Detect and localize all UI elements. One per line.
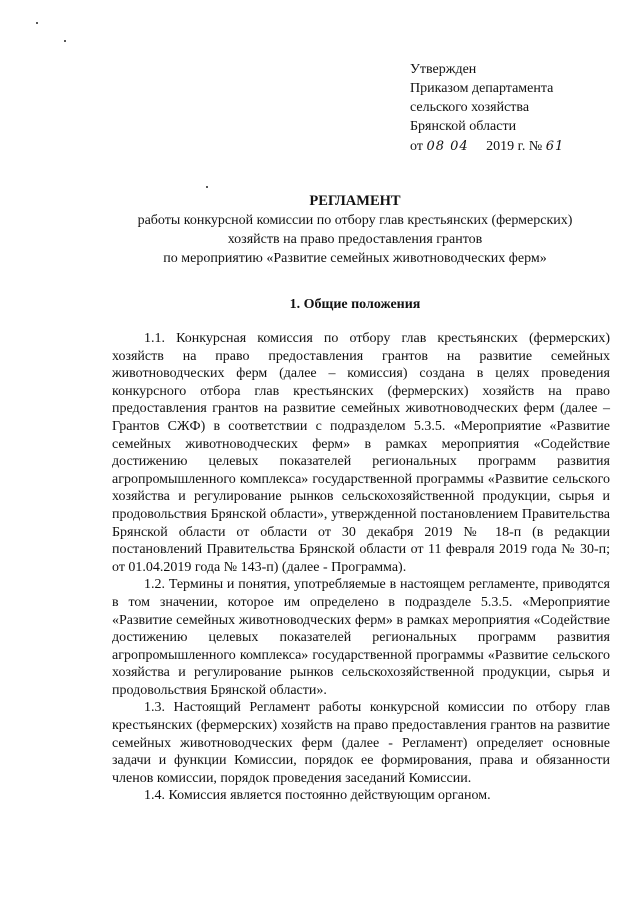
document-title: РЕГЛАМЕНТ bbox=[309, 193, 401, 209]
approval-line: сельского хозяйства bbox=[410, 100, 530, 115]
scan-speck bbox=[64, 40, 66, 42]
scan-speck bbox=[206, 186, 208, 188]
date-prefix: от bbox=[410, 139, 423, 154]
paragraph: 1.4. Комиссия является постоянно действующим органом. bbox=[144, 788, 491, 804]
handwritten-number: 61 bbox=[545, 139, 565, 154]
approval-line: Приказом департамента bbox=[410, 81, 554, 96]
section-body bbox=[112, 330, 610, 805]
approval-line: Брянской области bbox=[410, 119, 517, 134]
date-year: 2019 г. № bbox=[486, 139, 543, 154]
approval-block bbox=[410, 60, 630, 156]
scan-speck bbox=[36, 22, 38, 24]
document-subtitle: по мероприятию «Развитие семейных животноводческих ферм» bbox=[163, 251, 547, 266]
paragraph: 1.1. Конкурсная комиссия по отбору глав крестьянских (фермерских) хозяйств на право предоставления грантов на развитие семейных животноводческих ферм (далее – комиссия) создана в целях проведения конкурсного отбора глав крестьянских (фермерских) хозяйств на право предоставления грантов на развитие семейных животноводческих ферм (далее – Грантов СЖФ) в соответствии с подразделом 5.3.5. «Мероприятие «Развитие семейных животноводческих ферм» в рамках мероприятия «Содействие достижению целевых показателей региональных программ развития агропромышленного комплекса» государственной программы «Развитие сельского хозяйства и регулирование рынков сельскохозяйственной продукции, сырья и продовольствия Брянской области», утвержденной постановлением Правительства Брянской области от области от 30 декабря 2019 № 18-п (в редакции постановлений Правительства Брянской области от 11 февраля 2019 года № 30-п; от 01.04.2019 года № 143-п) (далее - Программа). bbox=[112, 331, 610, 575]
paragraph: 1.3. Настоящий Регламент работы конкурсной комиссии по отбору глав крестьянских (фермерских) хозяйств на право предоставления грантов на развитие семейных животноводческих ферм (далее - Регламент) определяет основные задачи и функции Комиссии, порядок ее формирования, права и обязанности членов комиссии, порядок проведения заседаний Комиссии. bbox=[112, 700, 610, 786]
paragraph: 1.2. Термины и понятия, употребляемые в настоящем регламенте, приводятся в том значении, которое им определено в подразделе 5.3.5. «Мероприятие «Развитие семейных животноводческих ферм» в рамках мероприятия «Содействие достижению целевых показателей региональных программ развития агропромышленного комплекса» государственной программы «Развитие сельского хозяйства и регулирование рынков сельскохозяйственной продукции, сырья и продовольствия Брянской области». bbox=[112, 577, 610, 698]
section-heading: 1. Общие положения bbox=[289, 297, 421, 312]
document-title-block bbox=[110, 192, 600, 268]
approval-date-line bbox=[410, 137, 630, 156]
document-subtitle: хозяйств на право предоставления грантов bbox=[227, 232, 483, 247]
approval-line: Утвержден bbox=[410, 62, 477, 77]
document-subtitle: работы конкурсной комиссии по отбору глав крестьянских (фермерских) bbox=[137, 213, 573, 228]
handwritten-date: 08 04 bbox=[426, 139, 469, 154]
